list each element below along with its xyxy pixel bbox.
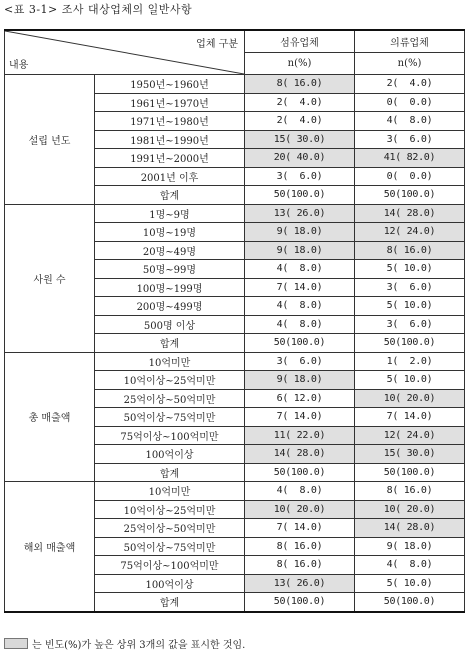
textile-value: 3( 6.0) bbox=[245, 167, 355, 186]
header-unit-apparel: n(%) bbox=[355, 53, 465, 75]
row-label: 100억이상 bbox=[95, 445, 245, 464]
apparel-value: 2( 4.0) bbox=[355, 75, 465, 94]
table-note bbox=[4, 636, 245, 651]
row-label: 1950년~1960년 bbox=[95, 75, 245, 94]
textile-value: 50(100.0) bbox=[245, 186, 355, 205]
apparel-value: 10( 20.0) bbox=[355, 389, 465, 408]
header-content: 내용 bbox=[9, 60, 29, 71]
apparel-value: 4( 8.0) bbox=[355, 112, 465, 131]
apparel-value: 50(100.0) bbox=[355, 593, 465, 612]
row-label: 10억미만 bbox=[95, 482, 245, 501]
row-label: 50억이상~75억미만 bbox=[95, 537, 245, 556]
apparel-value: 5( 10.0) bbox=[355, 260, 465, 279]
textile-value: 14( 28.0) bbox=[245, 445, 355, 464]
apparel-value: 1( 2.0) bbox=[355, 352, 465, 371]
textile-value: 50(100.0) bbox=[245, 463, 355, 482]
row-label: 50억이상~75억미만 bbox=[95, 408, 245, 427]
row-label: 10억이상~25억미만 bbox=[95, 500, 245, 519]
row-label: 1명~9명 bbox=[95, 204, 245, 223]
textile-value: 3( 6.0) bbox=[245, 352, 355, 371]
group-label: 해외 매출액 bbox=[5, 482, 95, 612]
textile-value: 4( 8.0) bbox=[245, 315, 355, 334]
textile-value: 9( 18.0) bbox=[245, 371, 355, 390]
row-label: 100명~199명 bbox=[95, 278, 245, 297]
row-label: 합계 bbox=[95, 334, 245, 353]
row-label: 1961년~1970년 bbox=[95, 93, 245, 112]
textile-value: 7( 14.0) bbox=[245, 519, 355, 538]
apparel-value: 0( 0.0) bbox=[355, 167, 465, 186]
apparel-value: 3( 6.0) bbox=[355, 278, 465, 297]
row-label: 10명~19명 bbox=[95, 223, 245, 242]
apparel-value: 12( 24.0) bbox=[355, 426, 465, 445]
row-label: 75억이상~100억미만 bbox=[95, 426, 245, 445]
row-label: 10억이상~25억미만 bbox=[95, 371, 245, 390]
row-label: 25억이상~50억미만 bbox=[95, 519, 245, 538]
header-unit-textile: n(%) bbox=[245, 53, 355, 75]
note-text: 는 빈도(%)가 높은 상위 3개의 값을 표시한 것임. bbox=[32, 640, 246, 651]
row-label: 1991년~2000년 bbox=[95, 149, 245, 168]
row-label: 합계 bbox=[95, 463, 245, 482]
row-label: 25억이상~50억미만 bbox=[95, 389, 245, 408]
group-label: 설립 년도 bbox=[5, 75, 95, 205]
header-category: 업체 구분 bbox=[196, 39, 238, 50]
textile-value: 13( 26.0) bbox=[245, 574, 355, 593]
row-label: 합계 bbox=[95, 186, 245, 205]
row-label: 1971년~1980년 bbox=[95, 112, 245, 131]
apparel-value: 50(100.0) bbox=[355, 334, 465, 353]
apparel-value: 12( 24.0) bbox=[355, 223, 465, 242]
textile-value: 10( 20.0) bbox=[245, 500, 355, 519]
apparel-value: 8( 16.0) bbox=[355, 241, 465, 260]
row-label: 2001년 이후 bbox=[95, 167, 245, 186]
textile-value: 2( 4.0) bbox=[245, 93, 355, 112]
row-label: 50명~99명 bbox=[95, 260, 245, 279]
group-label: 총 매출액 bbox=[5, 352, 95, 482]
row-label: 1981년~1990년 bbox=[95, 130, 245, 149]
header-corner bbox=[5, 30, 245, 75]
row-label: 75억이상~100억미만 bbox=[95, 556, 245, 575]
table-row bbox=[5, 352, 465, 371]
apparel-value: 5( 10.0) bbox=[355, 574, 465, 593]
shade-swatch bbox=[4, 638, 28, 649]
textile-value: 11( 22.0) bbox=[245, 426, 355, 445]
row-label: 100억이상 bbox=[95, 574, 245, 593]
header-row bbox=[5, 30, 465, 53]
textile-value: 9( 18.0) bbox=[245, 241, 355, 260]
row-label: 20명~49명 bbox=[95, 241, 245, 260]
header-apparel: 의류업체 bbox=[355, 30, 465, 53]
textile-value: 8( 16.0) bbox=[245, 75, 355, 94]
apparel-value: 3( 6.0) bbox=[355, 315, 465, 334]
apparel-value: 10( 20.0) bbox=[355, 500, 465, 519]
apparel-value: 15( 30.0) bbox=[355, 445, 465, 464]
apparel-value: 9( 18.0) bbox=[355, 537, 465, 556]
textile-value: 50(100.0) bbox=[245, 334, 355, 353]
apparel-value: 14( 28.0) bbox=[355, 204, 465, 223]
apparel-value: 14( 28.0) bbox=[355, 519, 465, 538]
textile-value: 15( 30.0) bbox=[245, 130, 355, 149]
row-label: 10억미만 bbox=[95, 352, 245, 371]
apparel-value: 3( 6.0) bbox=[355, 130, 465, 149]
textile-value: 4( 8.0) bbox=[245, 297, 355, 316]
table-caption: <표 3-1> 조사 대상업체의 일반사항 bbox=[4, 3, 193, 16]
textile-value: 4( 8.0) bbox=[245, 482, 355, 501]
textile-value: 6( 12.0) bbox=[245, 389, 355, 408]
textile-value: 7( 14.0) bbox=[245, 408, 355, 427]
table-row bbox=[5, 75, 465, 94]
apparel-value: 8( 16.0) bbox=[355, 482, 465, 501]
apparel-value: 4( 8.0) bbox=[355, 556, 465, 575]
textile-value: 9( 18.0) bbox=[245, 223, 355, 242]
apparel-value: 7( 14.0) bbox=[355, 408, 465, 427]
textile-value: 8( 16.0) bbox=[245, 537, 355, 556]
apparel-value: 50(100.0) bbox=[355, 463, 465, 482]
apparel-value: 5( 10.0) bbox=[355, 297, 465, 316]
apparel-value: 0( 0.0) bbox=[355, 93, 465, 112]
row-label: 500명 이상 bbox=[95, 315, 245, 334]
survey-table bbox=[4, 29, 465, 613]
textile-value: 50(100.0) bbox=[245, 593, 355, 612]
apparel-value: 5( 10.0) bbox=[355, 371, 465, 390]
textile-value: 7( 14.0) bbox=[245, 278, 355, 297]
apparel-value: 41( 82.0) bbox=[355, 149, 465, 168]
group-label: 사원 수 bbox=[5, 204, 95, 352]
table-row bbox=[5, 204, 465, 223]
textile-value: 20( 40.0) bbox=[245, 149, 355, 168]
header-textile: 섬유업체 bbox=[245, 30, 355, 53]
textile-value: 13( 26.0) bbox=[245, 204, 355, 223]
row-label: 200명~499명 bbox=[95, 297, 245, 316]
textile-value: 4( 8.0) bbox=[245, 260, 355, 279]
textile-value: 2( 4.0) bbox=[245, 112, 355, 131]
table-row bbox=[5, 482, 465, 501]
apparel-value: 50(100.0) bbox=[355, 186, 465, 205]
textile-value: 8( 16.0) bbox=[245, 556, 355, 575]
row-label: 합계 bbox=[95, 593, 245, 612]
